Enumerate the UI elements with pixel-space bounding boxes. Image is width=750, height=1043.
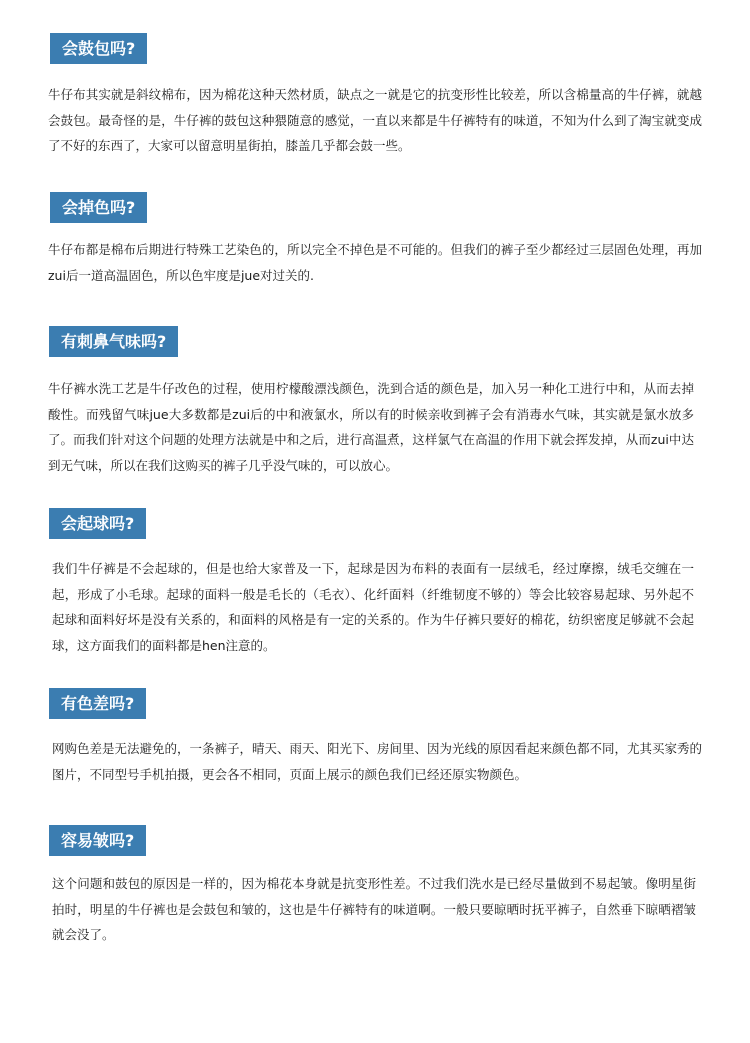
faq-answer-pilling: 我们牛仔裤是不会起球的，但是也给大家普及一下，起球是因为布料的表面有一层绒毛，经过摩擦，绒毛交缠在一起，形成了小毛球。起球的面料一般是毛长的（毛衣）、化纤面料（纤维韧度不够的）等会比较容易起球、另外起不起球和面料好坏是没有关系的，和面料的风格是有一定的关系的。作为牛仔裤只要好的棉花，纺织密度足够就不会起球，这方面我们的面料都是hen注意的。 [52, 561, 694, 653]
faq-answer-bulge: 牛仔布其实就是斜纹棉布，因为棉花这种天然材质，缺点之一就是它的抗变形性比较差，所以含棉量高的牛仔裤，就越会鼓包。最奇怪的是，牛仔裤的鼓包这种猥随意的感觉，一直以来都是牛仔裤特有的味道，不知为什么到了淘宝就变成了不好的东西了，大家可以留意明星街拍，膝盖几乎都会鼓一些。 [48, 87, 702, 153]
faq-heading-odor: 有刺鼻气味吗? [49, 326, 178, 357]
faq-answer-color-difference: 网购色差是无法避免的，一条裤子，晴天、雨天、阳光下、房间里、因为光线的原因看起来颜色都不同，尤其买家秀的图片，不同型号手机拍摄，更会各不相同，页面上展示的颜色我们已经还原实物颜色。 [52, 741, 703, 782]
faq-heading-bulge: 会鼓包吗? [50, 33, 147, 64]
faq-heading-fading: 会掉色吗? [50, 192, 147, 223]
faq-answer-odor: 牛仔裤水洗工艺是牛仔改色的过程，使用柠檬酸漂浅颜色，洗到合适的颜色是，加入另一种化工进行中和，从而去掉酸性。而残留气味jue大多数都是zui后的中和液氯水，所以有的时候亲收到裤子会有消毒水气味，其实就是氯水放多了。而我们针对这个问题的处理方法就是中和之后，进行高温煮，这样氯气在高温的作用下就会挥发掉，从而zui中达到无气味，所以在我们这购买的裤子几乎没气味的，可以放心。 [48, 381, 694, 473]
faq-heading-pilling: 会起球吗? [49, 508, 146, 539]
faq-answer-fading: 牛仔布都是棉布后期进行特殊工艺染色的，所以完全不掉色是不可能的。但我们的裤子至少都经过三层固色处理，再加zui后一道高温固色，所以色牢度是jue对过关的. [48, 242, 702, 283]
faq-heading-color-difference: 有色差吗? [49, 688, 146, 719]
faq-answer-wrinkles: 这个问题和鼓包的原因是一样的，因为棉花本身就是抗变形性差。不过我们洗水是已经尽量做到不易起皱。像明星街拍时，明星的牛仔裤也是会鼓包和皱的，这也是牛仔裤特有的味道啊。一般只要晾晒时抚平裤子，自然垂下晾晒褶皱就会没了。 [52, 876, 696, 942]
faq-heading-wrinkles: 容易皱吗? [49, 825, 146, 856]
